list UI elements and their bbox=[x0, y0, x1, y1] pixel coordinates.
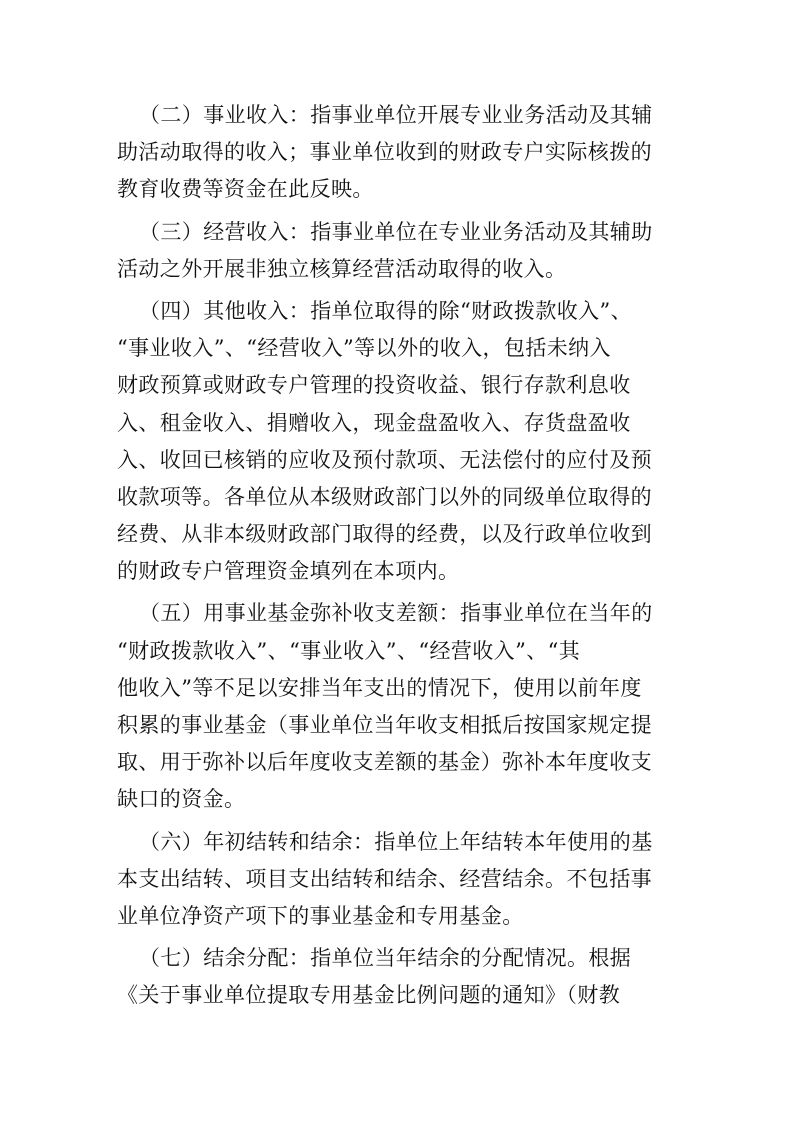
text-line: 积累的事业基金（事业单位当年收支相抵后按国家规定提 bbox=[117, 713, 652, 737]
text-line: 《关于事业单位提取专用基金比例问题的通知》（财教 bbox=[117, 983, 621, 1008]
text-line: 财政预算或财政专户管理的投资收益、银行存款利息收 bbox=[117, 373, 631, 398]
paragraph-operating-income bbox=[117, 214, 657, 288]
paragraph-carryover-balance bbox=[117, 824, 657, 936]
text-line: 本支出结转、项目支出结转和结余、经营结余。不包括事 bbox=[117, 866, 652, 891]
text-line: 活动之外开展非独立核算经营活动取得的收入。 bbox=[117, 256, 567, 281]
document-body bbox=[117, 97, 657, 1020]
text-line: 入、收回已核销的应收及预付款项、无法偿付的应付及预 bbox=[117, 447, 652, 472]
text-line: 缺口的资金。 bbox=[117, 787, 246, 812]
text-line: 的财政专户管理资金填列在本项内。 bbox=[117, 559, 460, 584]
text-line: （七）结余分配：指单位当年结余的分配情况。根据 bbox=[139, 946, 632, 971]
text-line: （四）其他收入：指单位取得的除“财政拨款收入”、 bbox=[139, 298, 633, 323]
text-line: （二）事业收入：指事业单位开展专业业务活动及其辅 bbox=[139, 103, 653, 127]
text-line: 教育收费等资金在此反映。 bbox=[117, 177, 374, 202]
text-line: “事业收入”、“经营收入”等以外的收入，包括未纳入 bbox=[117, 336, 611, 361]
text-line: 助活动取得的收入；事业单位收到的财政专户实际核拨的 bbox=[117, 140, 652, 165]
text-line: 入、租金收入、捐赠收入，现金盘盈收入、存货盘盈收 bbox=[117, 410, 631, 435]
text-line: 收款项等。各单位从本级财政部门以外的同级单位取得的 bbox=[117, 484, 652, 509]
text-line: 他收入”等不足以安排当年支出的情况下，使用以前年度 bbox=[117, 675, 642, 700]
paragraph-other-income bbox=[117, 293, 657, 591]
text-line: （五）用事业基金弥补收支差额：指事业单位在当年的 bbox=[139, 601, 653, 626]
text-line: “财政拨款收入”、“事业收入”、“经营收入”、“其 bbox=[117, 638, 581, 663]
text-line: （三）经营收入：指事业单位在专业业务活动及其辅助 bbox=[139, 219, 653, 244]
text-line: （六）年初结转和结余：指单位上年结转本年使用的基 bbox=[139, 829, 653, 854]
paragraph-business-fund bbox=[117, 595, 657, 818]
text-line: 取、用于弥补以后年度收支差额的基金）弥补本年度收支 bbox=[117, 750, 652, 775]
text-line: 经费、从非本级财政部门取得的经费，以及行政单位收到 bbox=[117, 522, 652, 547]
paragraph-balance-distribution bbox=[117, 940, 657, 1014]
text-line: 业单位净资产项下的事业基金和专用基金。 bbox=[117, 903, 524, 928]
paragraph-business-income bbox=[117, 97, 657, 209]
